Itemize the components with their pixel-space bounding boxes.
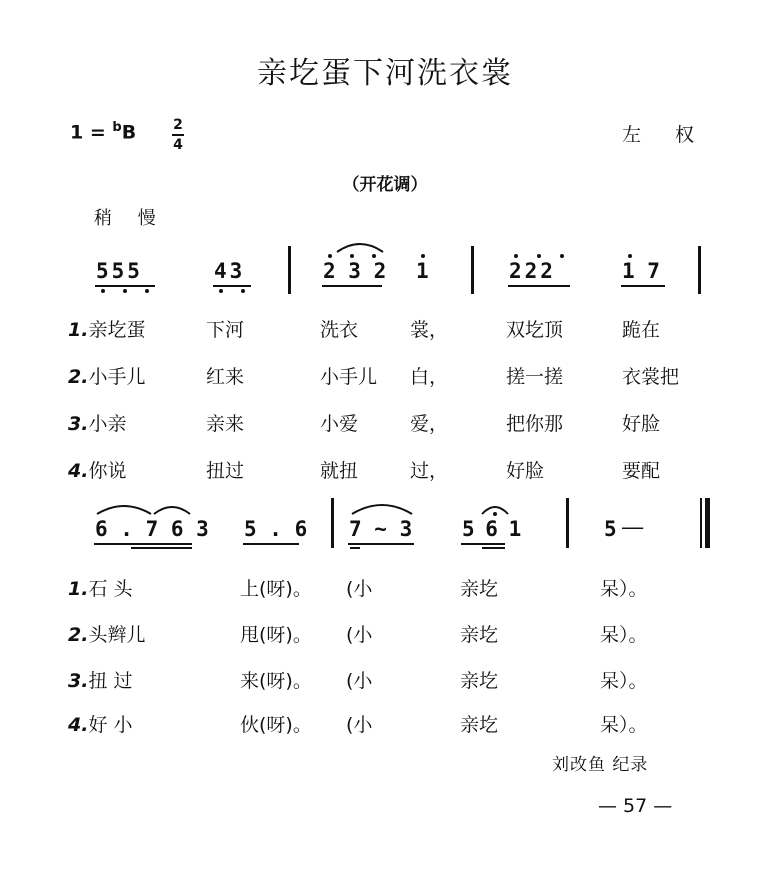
note-group: 6 . 7 6 3 (95, 517, 209, 541)
note-group: 555 (96, 259, 143, 283)
key-note: B (121, 121, 137, 144)
lyric-verse-number: 1.石 头 (68, 578, 133, 600)
slur (350, 498, 414, 516)
barline (471, 246, 474, 294)
lyric-cell: 双圪顶 (506, 319, 564, 341)
beam (348, 543, 414, 545)
genre-label: （开花调） (342, 175, 428, 195)
beam (94, 543, 192, 545)
octave-dot (123, 289, 127, 293)
recorder-credit: 刘改鱼 纪录 (552, 755, 649, 775)
lyric-cell: 来(呀)。 (240, 670, 312, 692)
lyric-cell: 亲圪 (460, 670, 499, 692)
final-barline-thin (700, 498, 702, 548)
lyric-cell: 要配 (622, 460, 661, 482)
beam (350, 547, 360, 549)
barline (566, 498, 569, 548)
lyric-cell: 过， (410, 460, 449, 482)
lyric-verse-number: 4.你说 (68, 460, 127, 482)
note-group: 7 ~ 3 (349, 517, 413, 541)
lyric-cell: 呆）。 (600, 714, 648, 736)
barline (698, 246, 701, 294)
octave-dot (372, 254, 376, 258)
slur (335, 238, 385, 254)
lyric-cell: 衣裳把 (622, 366, 680, 388)
note-group: 5 (604, 517, 620, 541)
key-prefix: 1 = (70, 121, 113, 144)
beam (131, 547, 192, 549)
time-denominator: 4 (173, 137, 183, 153)
lyric-cell: (小 (346, 714, 373, 736)
beam (243, 543, 299, 545)
note-extension: —— (622, 515, 640, 539)
lyric-cell: 白， (410, 366, 449, 388)
lyric-cell: 小爱 (320, 413, 359, 435)
octave-dot (101, 289, 105, 293)
beam (95, 285, 155, 287)
beam (322, 285, 382, 287)
tempo-marking: 稍 慢 (94, 208, 166, 229)
lyric-cell: 呆）。 (600, 670, 648, 692)
lyric-cell: 呆）。 (600, 578, 648, 600)
lyric-cell: 爱， (410, 413, 449, 435)
beam (508, 285, 570, 287)
time-numerator: 2 (173, 117, 183, 133)
lyric-cell: 上(呀)。 (240, 578, 312, 600)
flat-sign: b (112, 120, 122, 135)
lyric-verse-number: 1.亲圪蛋 (68, 319, 146, 341)
octave-dot (421, 254, 425, 258)
note-group: 2 3 2 (323, 259, 387, 283)
lyric-cell: 跪在 (622, 319, 661, 341)
lyric-cell: 好脸 (506, 460, 545, 482)
lyric-cell: (小 (346, 578, 373, 600)
lyric-verse-number: 2.头辫儿 (68, 624, 146, 646)
lyric-cell: 洗衣 (320, 319, 359, 341)
lyric-cell: 甩(呀)。 (240, 624, 312, 646)
lyric-cell: 亲圪 (460, 714, 499, 736)
slur (480, 500, 510, 516)
octave-dot (328, 254, 332, 258)
barline (288, 246, 291, 294)
beam (621, 285, 665, 287)
lyric-verse-number: 3.扭 过 (68, 670, 133, 692)
slur (152, 500, 192, 516)
lyric-cell: (小 (346, 624, 373, 646)
final-barline-thick (705, 498, 710, 548)
lyric-cell: 就扭 (320, 460, 359, 482)
lyric-cell: 搓一搓 (506, 366, 564, 388)
lyric-cell: 亲来 (206, 413, 245, 435)
time-signature (172, 117, 184, 153)
lyric-cell: 扭过 (206, 460, 245, 482)
song-title: 亲圪蛋下河洗衣裳 (257, 56, 513, 91)
lyric-cell: 呆）。 (600, 624, 648, 646)
octave-dot (560, 254, 564, 258)
slur (95, 500, 153, 516)
note-group: 5 6 1 (462, 517, 521, 541)
octave-dot (628, 254, 632, 258)
note-group: 222 (509, 259, 556, 283)
octave-dot (145, 289, 149, 293)
lyric-cell: 把你那 (506, 413, 564, 435)
lyric-cell: 下河 (206, 319, 245, 341)
octave-dot (514, 254, 518, 258)
beam (461, 543, 505, 545)
lyric-cell: 伙(呀)。 (240, 714, 312, 736)
composer: 左 权 (622, 124, 709, 146)
barline (331, 498, 334, 548)
page-number: — 57 — (598, 795, 673, 817)
beam (482, 547, 505, 549)
lyric-cell: 红来 (206, 366, 245, 388)
beam (213, 285, 251, 287)
octave-dot (350, 254, 354, 258)
lyric-cell: 亲圪 (460, 578, 499, 600)
lyric-cell: 好脸 (622, 413, 661, 435)
key-signature (70, 120, 136, 143)
note-group: 43 (214, 259, 246, 283)
octave-dot (241, 289, 245, 293)
lyric-verse-number: 3.小亲 (68, 413, 127, 435)
lyric-cell: 亲圪 (460, 624, 499, 646)
note-group: 1 (416, 259, 432, 283)
lyric-cell: 小手儿 (320, 366, 378, 388)
octave-dot (537, 254, 541, 258)
lyric-verse-number: 2.小手儿 (68, 366, 146, 388)
note-group: 1 7 (622, 259, 660, 283)
lyric-cell: (小 (346, 670, 373, 692)
note-group: 5 . 6 (244, 517, 308, 541)
lyric-verse-number: 4.好 小 (68, 714, 133, 736)
lyric-cell: 裳， (410, 319, 449, 341)
octave-dot (219, 289, 223, 293)
